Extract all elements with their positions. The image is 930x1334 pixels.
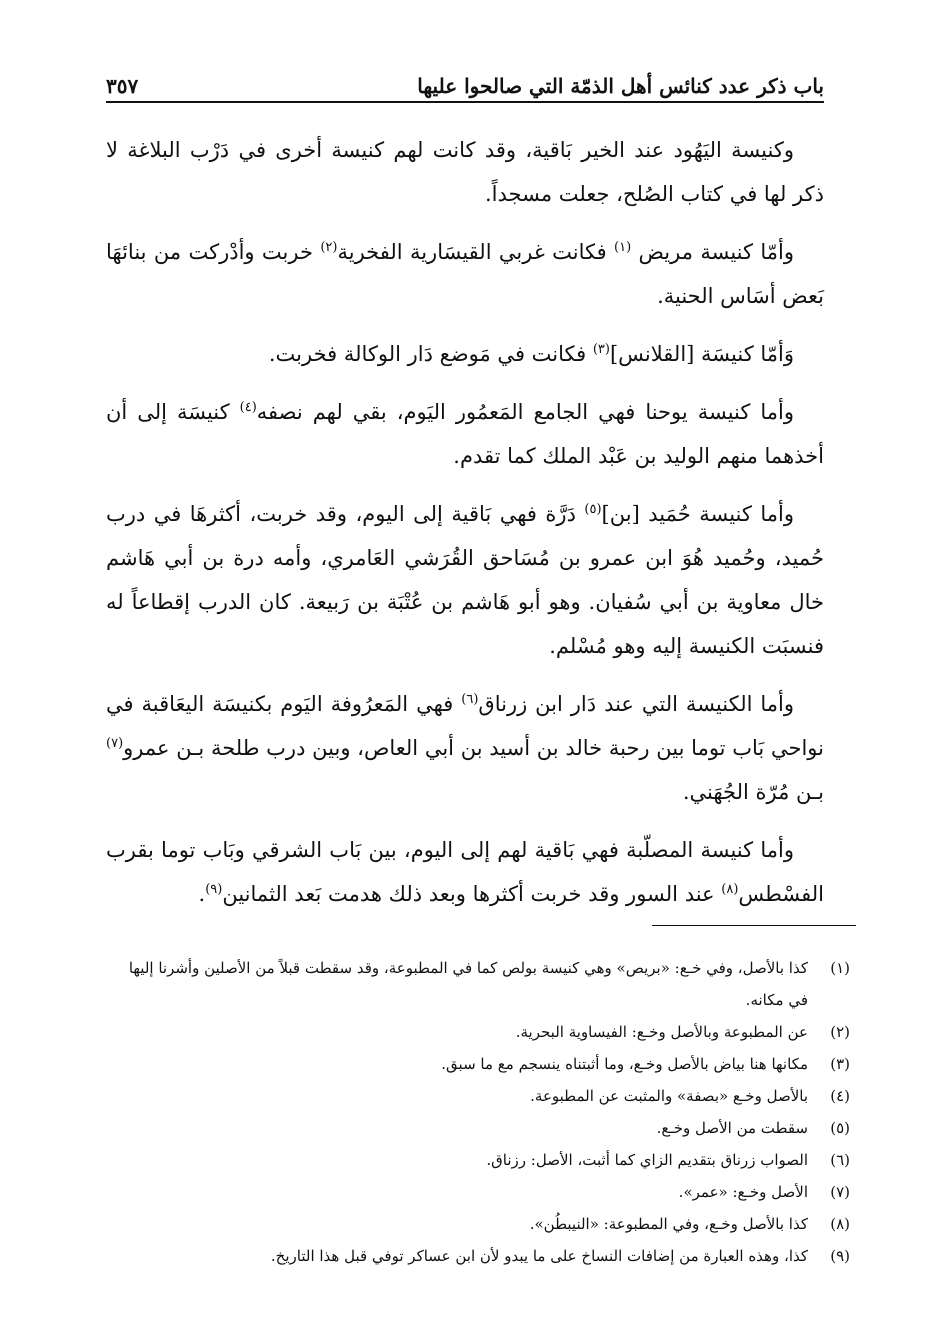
paragraph-text: بـن مُرّة الجُهَني. — [682, 780, 824, 804]
footnote-text: بالأصل وخـع «بصفة» والمثبت عن المطبوعة. — [530, 1087, 808, 1105]
header-rule — [106, 101, 824, 103]
paragraph — [106, 128, 824, 216]
paragraph — [106, 828, 824, 916]
footnote-text: عن المطبوعة وبالأصل وخـع: الفيساوية البحرية. — [515, 1023, 808, 1041]
footnote-ref: (٤) — [239, 400, 257, 415]
footnote-text: الأصل وخـع: «عمر». — [678, 1183, 808, 1201]
footnote-number: (٤) — [830, 1087, 850, 1105]
footnote-text: كذا بالأصل، وفي خـع: «بريص» وهي كنيسة بولص كما في المطبوعة، وقد سقطت قبلاً من الأصلين وأشرنا إليها في مكانه. — [128, 959, 808, 1009]
footnote-ref: (٦) — [461, 692, 479, 707]
footnote-ref: (٢) — [320, 240, 338, 255]
paragraph-text: فكانت غربي القيسَارية الفخرية — [337, 240, 615, 264]
footnote-text: كذا، وهذه العبارة من إضافات النساخ على ما يبدو لأن ابن عساكر توفي قبل هذا التاريخ. — [270, 1247, 808, 1265]
footnote-number: (٦) — [830, 1151, 850, 1169]
footnote — [106, 1048, 850, 1080]
footnote — [106, 1176, 850, 1208]
paragraph-text: فهي المَعرُوفة اليَوم بكنيسَة اليعَاقبة في نواحي بَاب توما بين رحبة خالد بن أسيد بن أبي العاص، وبين درب طلحة بـن عمرو — [106, 692, 824, 760]
paragraph-text: خربت وأدْركت من بنائهَا بَعض أسَاس الحنية. — [106, 240, 824, 308]
footnote-number: (٢) — [830, 1023, 850, 1041]
footnote — [106, 952, 850, 1016]
paragraph — [106, 682, 824, 814]
paragraph-text: وأما كنيسة يوحنا فهي الجامع المَعمُور اليَوم، بقي لهم نصفه — [256, 400, 794, 424]
footnote-ref: (٩) — [205, 882, 223, 897]
paragraph-text: وكنيسة اليَهُود عند الخير بَاقية، وقد كانت لهم كنيسة أخرى في دَرْب البلاغة لا ذكر لها في كتاب الصُلح، جعلت مسجداً. — [106, 138, 824, 206]
page-number: ٣٥٧ — [106, 74, 139, 98]
footnotes — [106, 952, 850, 1272]
footnote-number: (٧) — [830, 1183, 850, 1201]
paragraph-text: وَأمّا كنيسَة [القلانس] — [609, 342, 794, 366]
paragraph — [106, 332, 824, 376]
footnote-text: سقطت من الأصل وخـع. — [656, 1119, 808, 1137]
footnote — [106, 1016, 850, 1048]
paragraph — [106, 230, 824, 318]
footnote-separator — [652, 925, 856, 926]
footnote — [106, 1144, 850, 1176]
footnote — [106, 1080, 850, 1112]
footnote-number: (٣) — [830, 1055, 850, 1073]
footnote-ref: (٧) — [106, 736, 124, 751]
paragraph-text: كنيسَة إلى أن أخذهما منهم الوليد بن عَبْد الملك كما تقدم. — [106, 400, 824, 468]
footnote-text: مكانها هنا بياض بالأصل وخـع، وما أثبتناه ينسجم مع ما سبق. — [441, 1055, 808, 1073]
footnote-ref: (٨) — [721, 882, 739, 897]
paragraph-text: وأما كنيسة حُمَيد [بن] — [601, 502, 794, 526]
footnote — [106, 1112, 850, 1144]
footnote-number: (١) — [830, 959, 850, 977]
footnote-ref: (٥) — [584, 502, 602, 517]
main-text — [106, 128, 824, 930]
paragraph-text: دَرَّة فهي بَاقية إلى اليوم، وقد خربت، أكثرهَا في درب حُميد، وحُميد هُوَ ابن عمرو بن مُسَاحق القُرَشي العَامري، وأمه درة بن أبي هَاشم خال معاوية بن أبي سُفيان. وهو أبو هَاشم بن عُتْبَة بن رَبيعة. كان الدرب إقطاعاً له فنسبَت الكنيسة إليه وهو مُسْلم. — [106, 502, 824, 658]
paragraph-text: وأما كنيسة المصلّبة فهي بَاقية لهم إلى اليوم، بين بَاب الشرقي وبَاب توما بقرب الفسْطس — [106, 838, 824, 906]
footnote-text: الصواب زرناق بتقديم الزاي كما أثبت، الأصل: رزناق. — [486, 1151, 808, 1169]
paragraph-text: فكانت في مَوضع دَار الوكالة فخربت. — [268, 342, 593, 366]
paragraph-text: . — [198, 882, 206, 906]
footnote — [106, 1240, 850, 1272]
footnote-text: كذا بالأصل وخـع، وفي المطبوعة: «النيبطُن». — [529, 1215, 808, 1233]
footnote — [106, 1208, 850, 1240]
paragraph — [106, 390, 824, 478]
footnote-number: (٨) — [830, 1215, 850, 1233]
footnote-number: (٥) — [830, 1119, 850, 1137]
paragraph-text: وأما الكنيسة التي عند دَار ابن زرناق — [478, 692, 794, 716]
chapter-title: باب ذكر عدد كنائس أهل الذمّة التي صالحوا عليها — [417, 74, 824, 98]
paragraph-text: وأمّا كنيسة مريض — [631, 240, 794, 264]
paragraph-text: عند السور وقد خربت أكثرها وبعد ذلك هدمت بَعد الثمانين — [222, 882, 722, 906]
footnote-number: (٩) — [830, 1247, 850, 1265]
footnote-ref: (٣) — [592, 342, 610, 357]
footnote-ref: (١) — [614, 240, 632, 255]
paragraph — [106, 492, 824, 668]
running-header — [106, 58, 824, 98]
